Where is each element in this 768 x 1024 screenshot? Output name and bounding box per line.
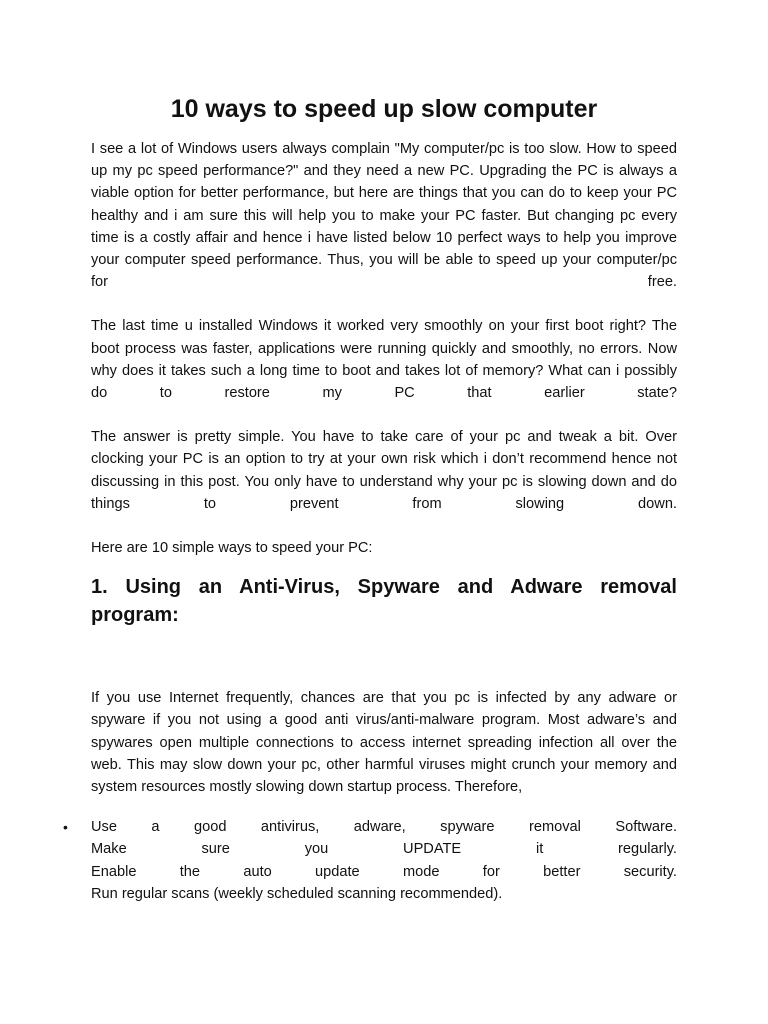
bullet-line-3: Enable the auto update mode for better security. [91, 863, 677, 880]
bullet-line-4: Run regular scans (weekly scheduled scanning recommended). [91, 885, 503, 902]
bullet-line-2: Make sure you UPDATE it regularly. [91, 841, 677, 858]
document-title: 10 ways to speed up slow computer [170, 95, 598, 123]
bullet-line-1: Use a good antivirus, adware, spyware removal Software. [91, 819, 677, 836]
document-page [63, 92, 677, 905]
intro-paragraph-1: I see a lot of Windows users always complain "My computer/pc is too slow. How to speed up my pc speed performance?" and they need a new PC. Upgrading the PC is always a viable option for better performance, but here are things that you can do to keep your PC healthy and i am sure this will help you to make your PC faster. But changing pc every time is a costly affair and hence i have listed below 10 perfect ways to help you improve your computer speed performance. Thus, you will be able to speed up your computer/pc for free. [91, 141, 677, 291]
intro-paragraph-4: Here are 10 simple ways to speed your PC: [91, 540, 373, 557]
section-1-heading: 1. Using an Anti-Virus, Spyware and Adware removal program: [91, 576, 677, 627]
intro-paragraph-3: The answer is pretty simple. You have to take care of your pc and tweak a bit. Over clocking your PC is an option to try at your own risk which i don’t recommend hence not discussing in this post. You only have to understand why your pc is slowing down and do things to prevent from slowing down. [91, 429, 677, 512]
section-1-bullet-list [63, 816, 677, 905]
list-item [63, 816, 677, 905]
bullet-icon: • [63, 819, 68, 836]
section-1-body: If you use Internet frequently, chances are that you pc is infected by any adware or spyware if you not using a good anti virus/anti-malware program. Most adware’s and spywares open multiple connections to access internet spreading infection all over the web. This may slow down your pc, other harmful viruses might crunch your memory and system resources mostly slowing down startup process. Therefore, [91, 690, 677, 796]
intro-paragraph-2: The last time u installed Windows it worked very smoothly on your first boot right? The boot process was faster, applications were running quickly and smoothly, no errors. Now why does it takes such a long time to boot and takes lot of memory? What can i possibly do to restore my PC that earlier state? [91, 318, 677, 402]
